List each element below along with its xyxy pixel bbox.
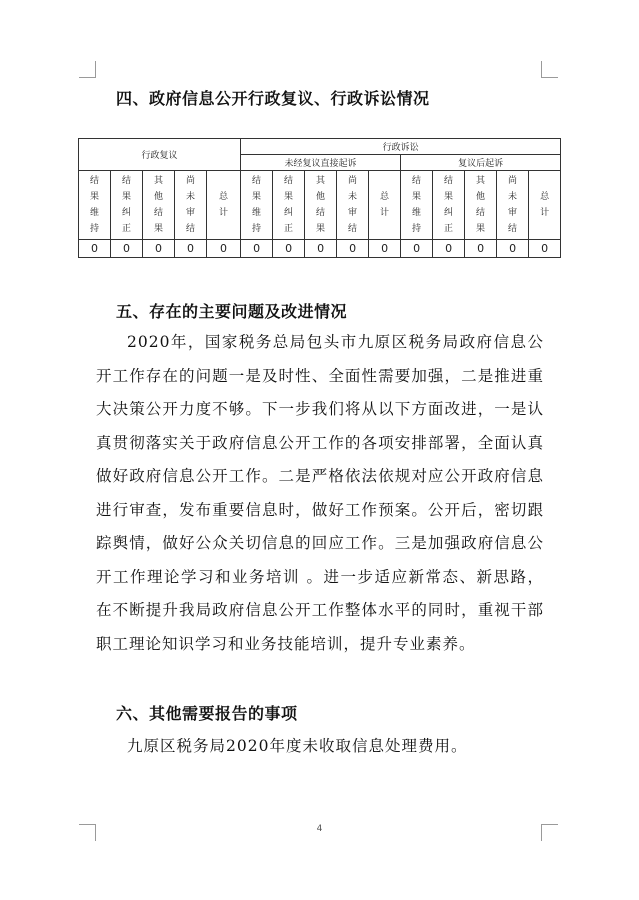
value-cell: 0 <box>79 240 111 258</box>
review-litigation-table <box>78 138 561 258</box>
value-cell: 0 <box>465 240 497 258</box>
value-cell: 0 <box>111 240 143 258</box>
section4-heading: 四、政府信息公开行政复议、行政诉讼情况 <box>116 89 430 108</box>
col-header-upheld: 结果维持 <box>79 171 111 240</box>
col-header-pending: 尚未审结 <box>337 171 369 240</box>
col-header-other: 其他结果 <box>143 171 175 240</box>
subheader-after-reconsideration: 复议后起诉 <box>401 155 561 171</box>
col-header-upheld: 结果维持 <box>241 171 273 240</box>
col-header-corrected: 结果纠正 <box>273 171 305 240</box>
value-cell: 0 <box>401 240 433 258</box>
value-cell: 0 <box>433 240 465 258</box>
value-cell: 0 <box>207 240 241 258</box>
subheader-direct-suit: 未经复议直接起诉 <box>241 155 401 171</box>
group-header-litigation: 行政诉讼 <box>241 139 561 155</box>
group-header-reconsideration: 行政复议 <box>79 139 241 171</box>
col-header-corrected: 结果纠正 <box>433 171 465 240</box>
col-header-total: 总计 <box>207 171 241 240</box>
col-header-total: 总计 <box>529 171 561 240</box>
section6-heading: 六、其他需要报告的事项 <box>116 704 298 723</box>
col-header-upheld: 结果维持 <box>401 171 433 240</box>
value-cell: 0 <box>529 240 561 258</box>
value-cell: 0 <box>143 240 175 258</box>
value-cell: 0 <box>273 240 305 258</box>
col-header-total: 总计 <box>369 171 401 240</box>
col-header-pending: 尚未审结 <box>175 171 207 240</box>
section5-heading: 五、存在的主要问题及改进情况 <box>116 302 348 321</box>
section6-paragraph: 九原区税务局2020年度未收取信息处理费用。 <box>127 737 468 755</box>
value-cell: 0 <box>497 240 529 258</box>
col-header-pending: 尚未审结 <box>497 171 529 240</box>
section5-paragraph: 2020年，国家税务总局包头市九原区税务局政府信息公开工作存在的问题一是及时性、全面性需要加强，二是推进重大决策公开力度不够。下一步我们将从以下方面改进，一是认真贯彻落实关于政府信息公开工作的各项安排部署，全面认真做好政府信息公开工作。二是严格依法依规对应公开政府信息进行审查，发布重要信息时，做好工作预案。公开后，密切跟踪舆情，做好公众关切信息的回应工作。三是加强政府信息公开工作理论学习和业务培训 。进一步适应新常态、新思路，在不断提升我局政府信息公开工作整体水平的同时，重视干部职工理论知识学习和业务技能培训，提升专业素养。 <box>96 333 544 653</box>
col-header-other: 其他结果 <box>465 171 497 240</box>
margin-corner-top-right <box>541 61 558 78</box>
margin-corner-top-left <box>79 61 96 78</box>
col-header-other: 其他结果 <box>305 171 337 240</box>
value-cell: 0 <box>337 240 369 258</box>
value-cell: 0 <box>305 240 337 258</box>
value-cell: 0 <box>369 240 401 258</box>
page-number: 4 <box>316 824 323 834</box>
value-cell: 0 <box>175 240 207 258</box>
value-cell: 0 <box>241 240 273 258</box>
col-header-corrected: 结果纠正 <box>111 171 143 240</box>
